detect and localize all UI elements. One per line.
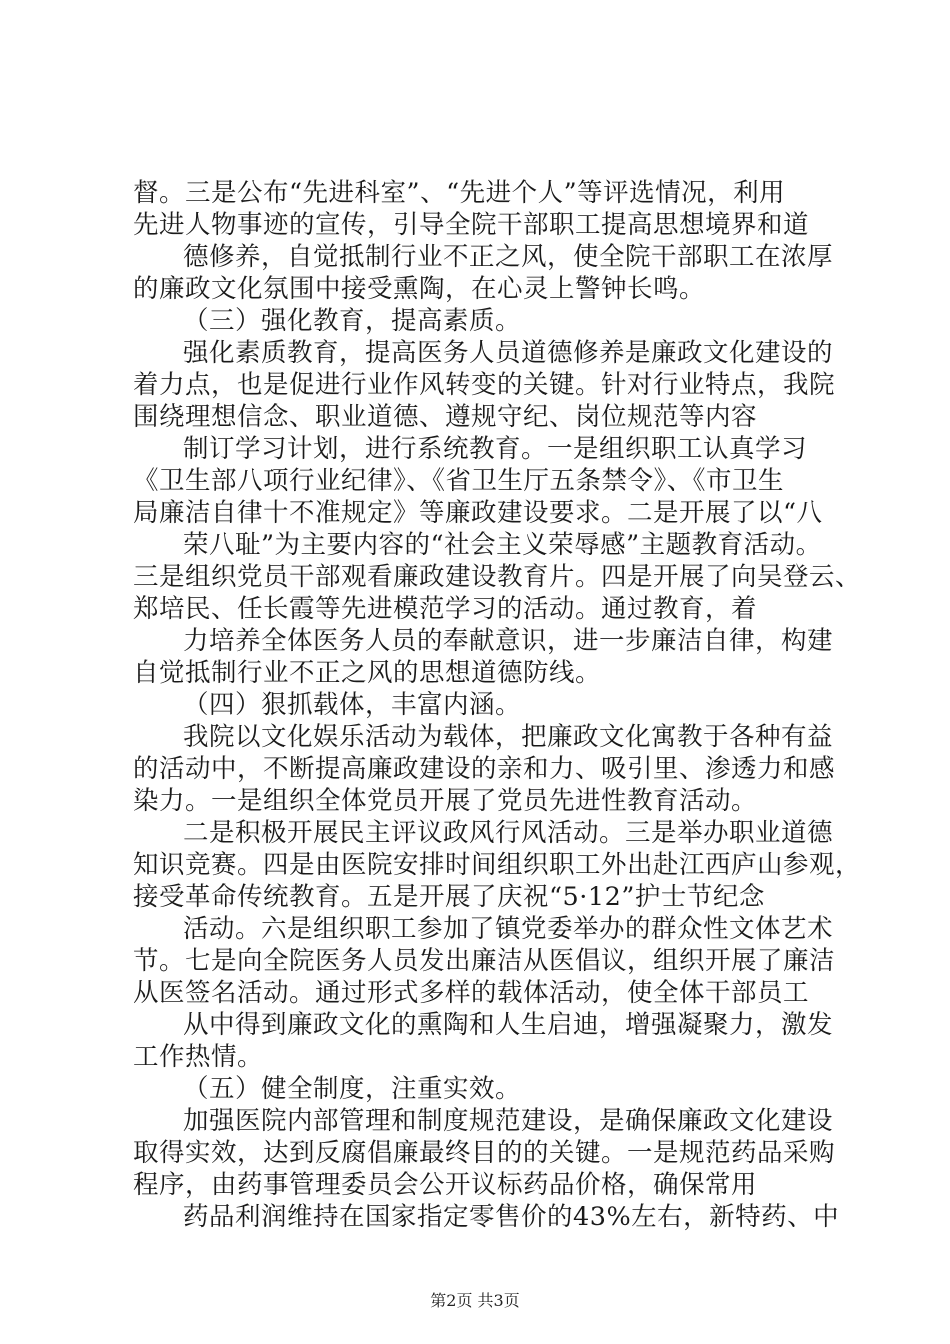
text-line: 从中得到廉政文化的熏陶和人生启迪，增强凝聚力，激发 bbox=[183, 1010, 834, 1040]
text-line: 强化素质教育，提高医务人员道德修养是廉政文化建设的 bbox=[183, 338, 834, 368]
text-line: （四）狠抓载体，丰富内涵。 bbox=[183, 690, 522, 720]
text-line: 德修养，自觉抵制行业不正之风，使全院干部职工在浓厚 bbox=[183, 242, 834, 272]
text-line: 力培养全体医务人员的奉献意识，进一步廉洁自律，构建 bbox=[183, 626, 834, 656]
text-line: 的活动中，不断提高廉政建设的亲和力、吸引里、渗透力和感 bbox=[133, 754, 836, 784]
text-line: 从医签名活动。通过形式多样的载体活动，使全体干部员工 bbox=[133, 978, 810, 1008]
page-footer: 第2页 共3页 bbox=[430, 1291, 520, 1310]
text-line: （三）强化教育，提高素质。 bbox=[183, 306, 522, 336]
text-line: 着力点，也是促进行业作风转变的关键。针对行业特点，我院 bbox=[133, 370, 836, 400]
text-line: 二是积极开展民主评议政风行风活动。三是举办职业道德 bbox=[183, 818, 834, 848]
text-line: 药品利润维持在国家指定零售价的43%左右，新特药、中 bbox=[183, 1202, 840, 1232]
text-line: 染力。一是组织全体党员开展了党员先进性教育活动。 bbox=[133, 786, 758, 816]
text-line: 取得实效，达到反腐倡廉最终目的的关键。一是规范药品采购 bbox=[133, 1138, 836, 1168]
text-line: 的廉政文化氛围中接受熏陶，在心灵上警钟长鸣。 bbox=[133, 274, 706, 304]
text-line: 三是组织党员干部观看廉政建设教育片。四是开展了向吴登云、 bbox=[133, 562, 862, 592]
text-line: 节。七是向全院医务人员发出廉洁从医倡议，组织开展了廉洁 bbox=[133, 946, 836, 976]
text-line: 知识竞赛。四是由医院安排时间组织职工外出赴江西庐山参观， bbox=[133, 850, 862, 880]
text-line: 局廉洁自律十不准规定》等廉政建设要求。二是开展了以“八 bbox=[133, 498, 823, 528]
text-line: 荣八耻”为主要内容的“社会主义荣辱感”主题教育活动。 bbox=[183, 530, 822, 560]
text-line: 活动。六是组织职工参加了镇党委举办的群众性文体艺术 bbox=[183, 914, 834, 944]
text-line: 围绕理想信念、职业道德、遵规守纪、岗位规范等内容 bbox=[133, 402, 758, 432]
text-line: （五）健全制度，注重实效。 bbox=[183, 1074, 522, 1104]
document-body bbox=[133, 177, 862, 1233]
text-line: 工作热情。 bbox=[133, 1042, 264, 1072]
text-line: 《卫生部八项行业纪律》、《省卫生厅五条禁令》、《市卫生 bbox=[133, 466, 785, 496]
text-line: 郑培民、任长霞等先进模范学习的活动。通过教育，着 bbox=[133, 594, 758, 624]
text-line: 先进人物事迹的宣传，引导全院干部职工提高思想境界和道 bbox=[133, 210, 810, 240]
text-line: 程序，由药事管理委员会公开议标药品价格，确保常用 bbox=[133, 1170, 758, 1200]
text-line: 督。三是公布“先进科室”、“先进个人”等评选情况，利用 bbox=[133, 178, 786, 208]
text-line: 我院以文化娱乐活动为载体，把廉政文化寓教于各种有益 bbox=[183, 722, 834, 752]
text-line: 接受革命传统教育。五是开展了庆祝“5·12”护士节纪念 bbox=[133, 882, 765, 912]
text-line: 自觉抵制行业不正之风的思想道德防线。 bbox=[133, 658, 602, 688]
text-line: 制订学习计划，进行系统教育。一是组织职工认真学习 bbox=[183, 434, 808, 464]
text-line: 加强医院内部管理和制度规范建设，是确保廉政文化建设 bbox=[183, 1106, 834, 1136]
